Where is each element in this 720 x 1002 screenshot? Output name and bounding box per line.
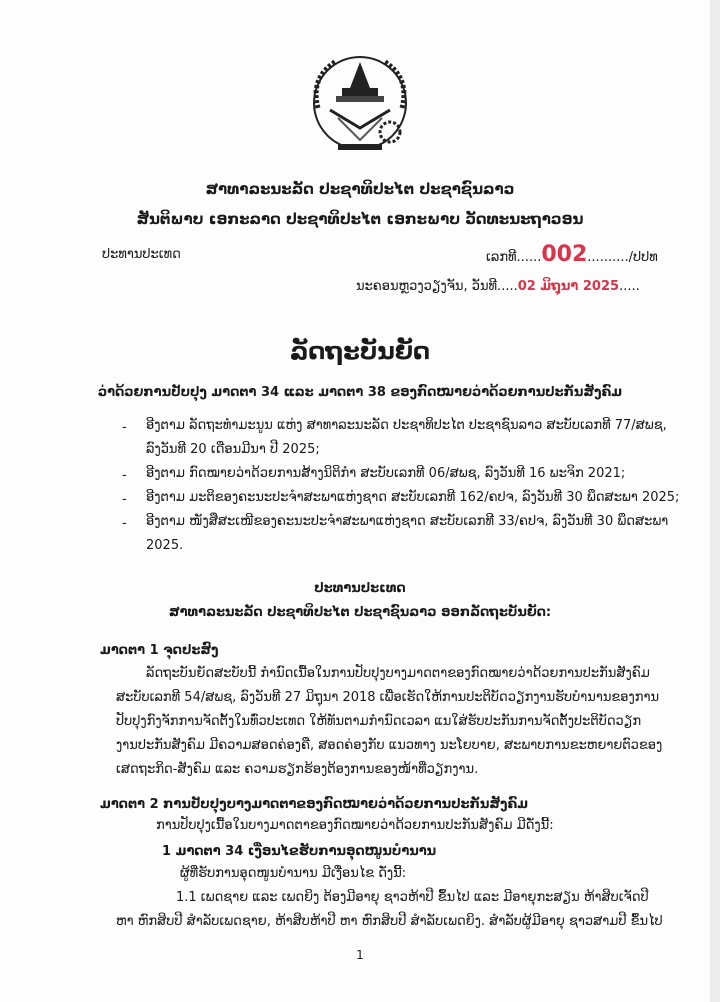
place-date: [356, 278, 640, 296]
reference-2-line-1: ອີງຕາມ ກົດໝາຍວ່າດ້ວຍການສ້າງນິຕິກຳ ສະບັບເລກທີ 06/ສພຊ, ລົງວັນທີ 16 ພະຈິກ 2021;: [146, 466, 626, 481]
issuer-label: ປະທານປະເທດ: [102, 247, 181, 262]
header-line-1: ສາທາລະນະລັດ ປະຊາທິປະໄຕ ປະຊາຊົນລາວ: [205, 180, 515, 198]
reference-bullet: -: [122, 492, 127, 507]
article-2-item-1-1-line-1: 1.1 ເພດຊາຍ ແລະ ເພດຍິງ ຕ້ອງມີອາຍຸ ຊາວຫ້າປີ ຂຶ້ນໄປ ແລະ ມີອາຍຸກະສຽນ ຫ້າສິບເຈັດປີ: [176, 890, 649, 905]
article-2-intro: ການປັບປຸງເນື້ອໃນບາງມາດຕາຂອງກົດໝາຍວ່າດ້ວຍການປະກັນສັງຄົມ ມີດັ່ງນີ້:: [156, 818, 554, 833]
decree-heading-line-2: ສາທາລະນະລັດ ປະຊາທິປະໄຕ ປະຊາຊົນລາວ ອອກລັດຖະບັນຍັດ:: [168, 605, 552, 620]
national-emblem-icon: [300, 48, 420, 158]
reference-1-line-1: ອີງຕາມ ລັດຖະທຳມະນູນ ແຫ່ງ ສາທາລະນະລັດ ປະຊາທິປະໄຕ ປະຊາຊົນລາວ ສະບັບເລກທີ 77/ສພຊ,: [146, 418, 667, 433]
reference-4-line-1: ອີງຕາມ ໜັງສືສະເໜີຂອງຄະນະປະຈຳສະພາແຫ່ງຊາດ ສະບັບເລກທີ 33/ຄປຈ, ລົງວັນທີ 30 ພຶດສະພາ: [146, 514, 669, 529]
date-suffix: .....: [619, 279, 640, 294]
article-1-line: ເສດຖະກິດ-ສັງຄົມ ແລະ ຄວາມຮຽກຮ້ອງຕ້ອງການຂອງໜ້າທີ່ວຽກງານ.: [116, 762, 479, 777]
number-suffix: ........../ປປທ: [587, 250, 658, 265]
reference-bullet: -: [122, 468, 127, 483]
reference-bullet: -: [122, 420, 127, 435]
number-value: 002: [541, 242, 588, 267]
page-number: 1: [356, 948, 364, 962]
document-subtitle: ວ່າດ້ວຍການປັບປຸງ ມາດຕາ 34 ແລະ ມາດຕາ 38 ຂອງກົດໝາຍວ່າດ້ວຍການປະກັນສັງຄົມ: [97, 385, 623, 400]
article-2-item-1-1-line-2: ຫາ ຫົກສິບປີ ສຳລັບເພດຊາຍ, ຫ້າສິບຫ້າປີ ຫາ ຫົກສິບປີ ສຳລັບເພດຍິງ. ສຳລັບຜູ້ມີອາຍຸ ຊາວສາມປີ ຂຶ້ນໄປ: [116, 914, 663, 929]
article-2-item-1-intro: ຜູ້ທີ່ຮັບການອຸດໜູນບຳນານ ມີເງື່ອນໄຂ ດັ່ງນີ້:: [180, 866, 407, 881]
document-title: ລັດຖະບັນຍັດ: [289, 337, 431, 365]
article-1-line: ສະບັບເລກທີ 54/ສພຊ, ລົງວັນທີ 27 ມິຖຸນາ 2018 ເພື່ອເຮັດໃຫ້ການປະຕິບັດວຽກງານຮັບບຳນານຂອງການ: [116, 690, 660, 705]
article-1-line: ປັບປຸງກົງຈັກການຈັດຕັ້ງໃນທົ່ວປະເທດ ໃຫ້ທັນຕາມກຳນົດເວລາ ແນໃສ່ຮັບປະກັນການຈັດຕັ້ງປະຕິບັດວຽກ: [116, 714, 642, 729]
article-1-line: ລັດຖະບັນຍັດສະບັບນີ້ ກຳນົດເນື້ອໃນການປັບປຸງບາງມາດຕາຂອງກົດໝາຍວ່າດ້ວຍການປະກັນສັງຄົມ: [146, 666, 650, 681]
document-number: [486, 242, 658, 267]
article-1-line: ງານປະກັນສັງຄົມ ມີຄວາມສອດຄ່ອງຄື, ສອດຄ່ອງກັບ ແນວທາງ ນະໂຍບາຍ, ສະພາບການຂະຫຍາຍຕົວຂອງ: [116, 738, 663, 753]
article-2-item-1-heading: 1 ມາດຕາ 34 ເງື່ອນໄຂຮັບການອຸດໜູນບຳນານ: [162, 844, 437, 859]
page-edge-shadow: [710, 0, 720, 1002]
reference-4-line-2: 2025.: [146, 538, 184, 553]
article-2-heading: ມາດຕາ 2 ການປັບປຸງບາງມາດຕາຂອງກົດໝາຍວ່າດ້ວຍການປະກັນສັງຄົມ: [100, 797, 529, 812]
place-date-prefix: ນະຄອນຫຼວງວຽງຈັນ, ວັນທີ.....: [356, 279, 518, 294]
reference-bullet: -: [122, 516, 127, 531]
decree-heading-line-1: ປະທານປະເທດ: [314, 581, 406, 596]
date-value: 02 ມິຖຸນາ 2025: [517, 279, 620, 294]
number-prefix: ເລກທີ......: [486, 250, 542, 265]
article-1-heading: ມາດຕາ 1 ຈຸດປະສົງ: [100, 643, 219, 658]
reference-3-line-1: ອີງຕາມ ມະຕິຂອງຄະນະປະຈຳສະພາແຫ່ງຊາດ ສະບັບເລກທີ 162/ຄປຈ, ລົງວັນທີ 30 ພຶດສະພາ 2025;: [146, 490, 680, 505]
reference-1-line-2: ລົງວັນທີ 20 ເດືອນມີນາ ປີ 2025;: [146, 442, 320, 457]
header-line-2: ສັນຕິພາບ ເອກະລາດ ປະຊາທິປະໄຕ ເອກະພາບ ວັດທະນະຖາວອນ: [136, 210, 584, 228]
